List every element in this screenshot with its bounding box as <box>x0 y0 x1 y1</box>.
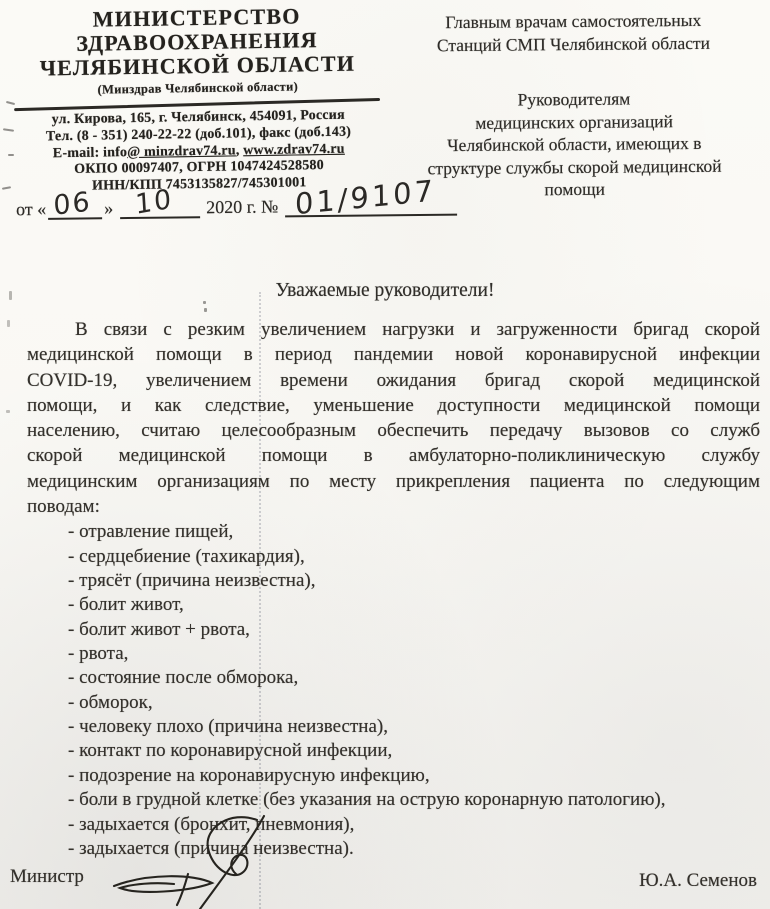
recipient-group-2 <box>388 86 761 202</box>
call-reason-item: - состояние после обморока, <box>68 667 299 689</box>
date-month-field <box>120 183 200 221</box>
body-line: медицинской помощи в период пандемии новой коронавирусной инфекции <box>27 344 760 366</box>
call-reason-item: - человеку плохо (причина неизвестна), <box>68 716 388 738</box>
ministry-name <box>11 3 384 81</box>
ministry-website: www.zdrav74.ru <box>243 141 345 158</box>
body-paragraph <box>27 317 760 519</box>
signer-position: Министр <box>10 866 84 887</box>
call-reasons-list <box>27 520 760 861</box>
letter-body <box>27 317 760 861</box>
call-reason-item: - обморок, <box>68 691 153 713</box>
body-line: скорой медицинской помощи в амбулаторно-поликлиническую службу <box>27 445 760 467</box>
email-separator: , <box>235 142 244 159</box>
handwritten-number: 01/9107 <box>294 173 436 222</box>
body-line: медицинским организациям по месту прикрепления пациента по следующим <box>27 470 760 492</box>
recipient-line: Станций СМП Челябинской области <box>436 32 711 55</box>
recipients-block <box>387 8 761 202</box>
call-reason-item: - трясёт (причина неизвестна), <box>68 570 316 592</box>
ministry-name-line: МИНИСТЕРСТВО <box>92 3 301 32</box>
handwritten-month: 10 <box>133 183 174 221</box>
recipient-line: помощи <box>544 178 606 200</box>
ministry-okpo-ogrn: ОКПО 00097407, ОГРН 1047424528580 <box>74 158 324 178</box>
call-reason-item: - болит живот, <box>68 594 184 616</box>
call-reason-item: - контакт по коронавирусной инфекции, <box>68 740 393 762</box>
scan-artifact <box>7 320 10 327</box>
salutation: Уважаемые руководители! <box>275 280 495 301</box>
ministry-name-line: ЗДРАВООХРАНЕНИЯ <box>76 27 318 56</box>
call-reason-item: - задыхается (причина неизвестна). <box>68 837 354 859</box>
date-close-quote: » <box>104 198 114 219</box>
body-line: поводам: <box>27 496 100 518</box>
call-reason-item: - задыхается (бронхит, пневмония), <box>68 813 355 835</box>
ministry-inn-kpp: ИНН/КПП 7453135827/745301001 <box>91 175 307 194</box>
recipients-gap <box>388 53 760 89</box>
ministry-address: ул. Кирова, 165, г. Челябинск, 454091, Россия <box>51 107 345 128</box>
recipient-line: Главным врачам самостоятельных <box>445 9 702 33</box>
recipient-group-1 <box>387 8 759 56</box>
ministry-short-name: (Минздрав Челябинской области) <box>97 79 299 97</box>
body-line: помощи, и как следствие, уменьшение доступности медицинской помощи <box>27 394 760 416</box>
ministry-name-line: ЧЕЛЯБИНСКОЙ ОБЛАСТИ <box>39 50 356 81</box>
call-reason-item: - подозрение на коронавирусную инфекцию, <box>68 764 430 786</box>
body-line: COVID-19, увеличением времени ожидания бригад скорой медицинской <box>27 369 760 391</box>
body-line: населению, считаю целесообразным обеспечить передачу вызовов со служб <box>27 420 760 442</box>
scan-artifact <box>6 410 10 413</box>
scan-artifact <box>204 308 207 312</box>
date-year-label: 2020 г. № <box>206 196 279 218</box>
call-reason-item: - рвота, <box>68 643 129 665</box>
signer-name: Ю.А. Семенов <box>639 870 757 891</box>
letterhead-ministry-block <box>11 3 386 197</box>
call-reason-item: - боли в грудной клетке (без указания на острую коронарную патологию), <box>68 789 666 811</box>
recipient-line: медицинских организаций <box>475 110 674 133</box>
minister-signature <box>90 812 280 909</box>
call-reason-item: - отравление пищей, <box>68 521 234 543</box>
handwritten-day: 06 <box>52 186 93 222</box>
ministry-phone: Тел. (8 - 351) 240-22-22 (доб.101), факс (доб.143) <box>45 124 352 145</box>
recipient-line: Руководителям <box>517 88 631 110</box>
recipient-line: структуре службы скорой медицинской <box>427 155 722 178</box>
email-prefix: E-mail: info <box>52 144 128 161</box>
date-day-field <box>48 186 102 222</box>
email-domain: @ minzdrav74.ru <box>127 143 236 160</box>
body-line: В связи с резким увеличением нагрузки и загруженности бригад скорой <box>75 319 760 340</box>
recipient-line: Челябинской области, имеющих в <box>447 132 702 156</box>
call-reason-item: - сердцебиение (тахикардия), <box>68 545 305 567</box>
date-prefix: от « <box>15 198 47 220</box>
call-reason-item: - болит живот + рвота, <box>68 618 250 640</box>
scan-artifact <box>2 186 11 190</box>
